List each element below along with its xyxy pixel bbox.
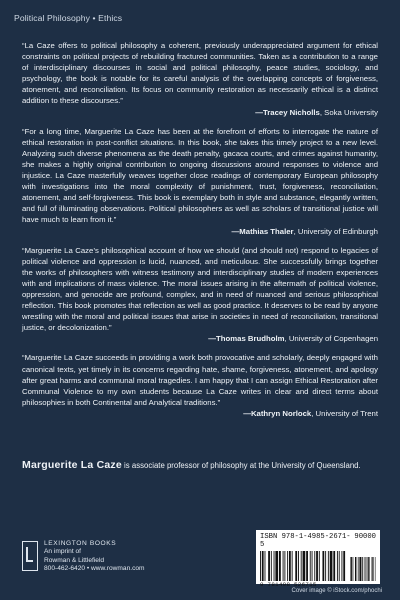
barcode-bar xyxy=(295,551,297,581)
barcode-bar xyxy=(368,557,369,581)
publisher-parent: Rowman & Littlefield xyxy=(44,556,105,564)
barcode-bar xyxy=(306,551,308,581)
barcode-bar xyxy=(375,557,376,581)
author-bio xyxy=(22,460,378,471)
barcode-bar xyxy=(287,551,288,581)
reviewer-affiliation: , University of Copenhagen xyxy=(284,334,378,344)
price-code: 90000 xyxy=(354,533,376,541)
barcode-bar xyxy=(303,551,306,581)
barcode-bar xyxy=(289,551,291,581)
isbn-row xyxy=(260,533,376,549)
barcode-bar xyxy=(355,557,356,581)
barcode-price-graphic xyxy=(350,557,376,581)
publisher-logo-icon xyxy=(22,541,38,571)
reviewer-name: —Tracey Nicholls xyxy=(255,107,320,117)
barcode-bar xyxy=(343,551,345,581)
barcode-bar xyxy=(271,551,272,581)
barcode-main-bars xyxy=(260,551,346,581)
barcode-bar xyxy=(265,551,266,581)
reviewer-affiliation: , Soka University xyxy=(319,107,378,117)
barcode-bar xyxy=(316,551,318,581)
barcode-bar xyxy=(322,551,324,581)
author-name: Marguerite La Caze xyxy=(22,459,122,471)
reviewer-name: —Thomas Brudholm xyxy=(208,334,285,344)
barcode-bar xyxy=(260,551,261,581)
barcode-bar xyxy=(364,557,365,581)
quote-text: “Marguerite La Caze’s philosophical account of how we should (and should not) respond to legacies of political violence and oppression is lucid, nuanced, and meticulous. She successfully brings together the works of philosophers with witness testimony and interdisciplinary studies of modern experiences with and implications of mass violence. The moral issues arising in the aftermath of political violence, oppression, and genocide are profound, complex, and in need of nuanced and serious philosophical reflection. This book promotes that reflection as well as good practice. It deserves to be read by anyone wrestling with the moral and political issues that arise in societies in need of reconciliation, transitional justice, or decolonization.” xyxy=(22,245,378,333)
quote-attribution xyxy=(22,226,378,237)
barcode-bar xyxy=(310,551,311,581)
barcode-bar xyxy=(262,551,264,581)
publisher-contact: 800-462-6420 • www.rowman.com xyxy=(44,565,145,573)
barcode-bar xyxy=(359,557,361,581)
barcode-bar xyxy=(339,551,340,581)
barcode-bar xyxy=(330,551,333,581)
barcode-bar xyxy=(337,551,338,581)
barcode-bar xyxy=(367,557,368,581)
barcode-bar xyxy=(284,551,285,581)
reviewer-name: —Kathryn Norlock xyxy=(243,408,312,418)
barcode-digits: 9 781498 526715 xyxy=(260,581,317,588)
barcode-bar xyxy=(268,551,270,581)
barcode-bar xyxy=(350,557,351,581)
barcode-bar xyxy=(298,551,299,581)
barcode-bar xyxy=(292,551,293,581)
barcode-bar xyxy=(314,551,315,581)
publisher-name: LEXINGTON BOOKS xyxy=(44,540,117,547)
barcode-bar xyxy=(325,551,326,581)
isbn-number: ISBN 978-1-4985-2671-5 xyxy=(260,533,351,549)
barcode-bar xyxy=(353,557,354,581)
endorsements xyxy=(22,40,378,427)
barcode-bar xyxy=(274,551,275,581)
barcode-bar xyxy=(373,557,374,581)
reviewer-affiliation: , University of Trent xyxy=(311,408,378,418)
barcode-main-graphic xyxy=(260,551,346,581)
barcode-bar xyxy=(351,557,352,581)
barcode-bars xyxy=(260,551,376,581)
barcode-bar xyxy=(341,551,342,581)
reviewer-affiliation: , University of Edinburgh xyxy=(293,226,378,236)
publisher-imprint: An imprint of xyxy=(44,548,82,556)
barcode xyxy=(256,530,380,588)
barcode-bar xyxy=(358,557,359,581)
barcode-bar xyxy=(312,551,313,581)
barcode-bar xyxy=(365,557,366,581)
endorsement-quote xyxy=(22,352,378,419)
barcode-bar xyxy=(357,557,358,581)
endorsement-quote xyxy=(22,245,378,345)
author-bio-text: is associate professor of philosophy at the University of Queensland. xyxy=(121,461,361,470)
barcode-bar xyxy=(283,551,284,581)
cover-credit: Cover image © iStock.com/phochi xyxy=(291,588,382,594)
barcode-bar xyxy=(372,557,373,581)
reviewer-name: —Mathias Thaler xyxy=(231,226,294,236)
barcode-bar xyxy=(279,551,281,581)
quote-attribution xyxy=(22,333,378,344)
quote-text: “For a long time, Marguerite La Caze has been at the forefront of efforts to interrogate the nature of ethical restoration in post-conflict situations. In this book, she takes this timely project to a new level. Analyzing such diverse phenomena as the death penalty, gacaca courts, and crimes against humanity, she makes a highly original contribution to ongoing discussions around responses to violence and injustice. La Caze masterfully weaves together close readings of contemporary European philosophy with investigations into the moral complexity of punishment, trust, forgiveness, reconciliation, atonement, and self-forgiveness. This book is exemplary both in style and substance, elegantly written, and full of illuminating observations. Political philosophers as well as scholars of transitional justice will have much to learn from it.” xyxy=(22,126,378,225)
publisher-block xyxy=(22,540,145,574)
barcode-bar xyxy=(319,551,320,581)
barcode-price-bars xyxy=(350,557,376,581)
quote-text: “Marguerite La Caze succeeds in providing a work both provocative and scholarly, deeply engaged with canonical texts, yet timely in its concerns regarding hate, shame, forgiveness, atonement, and apology after great harms and communal moral tragedies. I am happy that I can assign Ethical Restoration after Communal Violence to my own students because La Caze writes in clear and direct terms about philosophies in both Continental and Analytical traditions.” xyxy=(22,353,378,407)
publisher-text xyxy=(44,540,145,574)
quote-text: “La Caze offers to political philosophy a coherent, previously underappreciated argument for ethical constraints on political projects of rebuilding fractured communities. Taken as a contribution to a range of interdisciplinary discourses in social and political philosophy, peace studies, sociology, and psychology, the book is notable for its careful analysis of the overlapping concepts of forgiveness, atonement, and reconciliation. Its focus on community restoration as necessarily ethical is a distinct addition to these discourses.” xyxy=(22,41,378,106)
barcode-bar xyxy=(369,557,370,581)
series-label: Political Philosophy • Ethics xyxy=(14,13,123,23)
barcode-bar xyxy=(301,551,302,581)
barcode-bar xyxy=(328,551,329,581)
quote-attribution xyxy=(22,107,378,118)
endorsement-quote xyxy=(22,40,378,118)
barcode-bar xyxy=(362,557,363,581)
quote-attribution xyxy=(22,408,378,419)
barcode-bar xyxy=(333,551,335,581)
barcode-bar xyxy=(275,551,278,581)
endorsement-quote xyxy=(22,126,378,237)
